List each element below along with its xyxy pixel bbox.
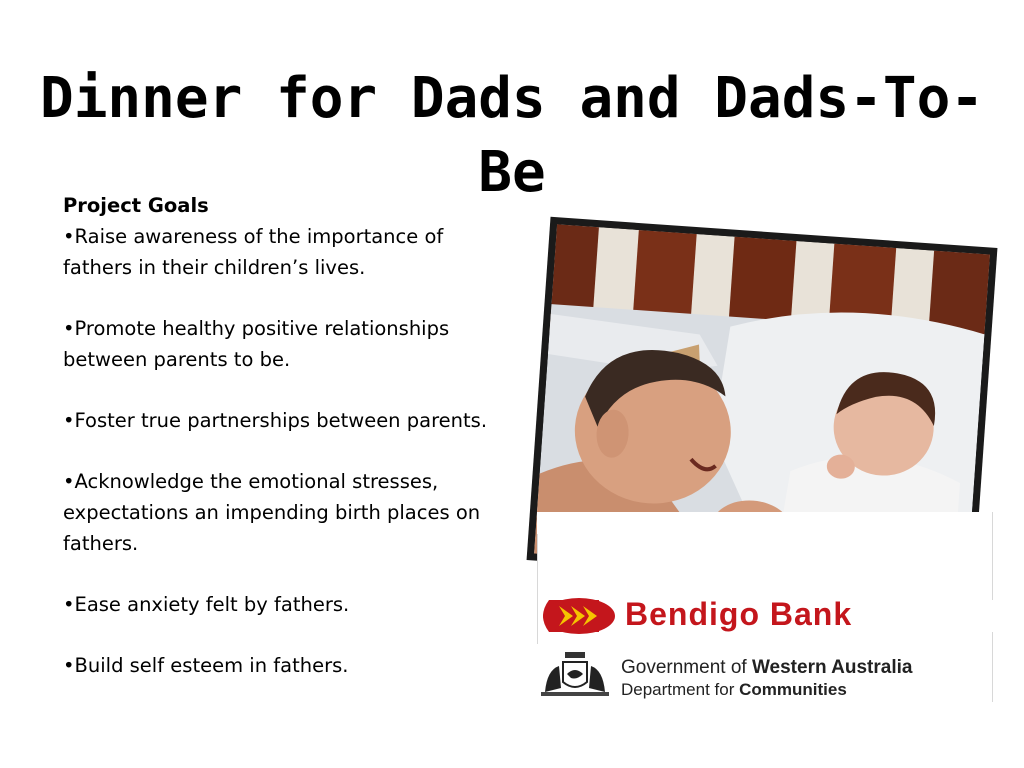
wa-department-line <box>621 680 847 700</box>
goal-item: •Ease anxiety felt by fathers. <box>63 593 350 616</box>
wa-gov-prefix: Government of <box>621 657 752 678</box>
goals-heading: Project Goals <box>63 194 209 217</box>
project-goals <box>63 190 493 681</box>
wa-coat-of-arms-icon <box>537 648 613 704</box>
wa-gov-name: Western Australia <box>751 657 913 678</box>
wa-dept-prefix: Department for <box>621 680 740 699</box>
sponsor-logos <box>537 512 993 702</box>
goal-item: •Acknowledge the emotional stresses, expectations an impending birth places on fathers. <box>63 470 481 555</box>
goal-item: •Foster true partnerships between parents. <box>63 409 488 432</box>
wa-government-line <box>621 657 912 679</box>
slide-title: Dinner for Dads and Dads-To-Be <box>40 66 985 205</box>
wa-dept-name: Communities <box>739 680 847 699</box>
bendigo-bank-wordmark: Bendigo Bank <box>625 596 853 632</box>
goal-item: •Build self esteem in fathers. <box>63 654 349 677</box>
goal-item: •Promote healthy positive relationships between parents to be. <box>63 317 450 371</box>
goal-item: •Raise awareness of the importance of fathers in their children’s lives. <box>63 225 444 279</box>
